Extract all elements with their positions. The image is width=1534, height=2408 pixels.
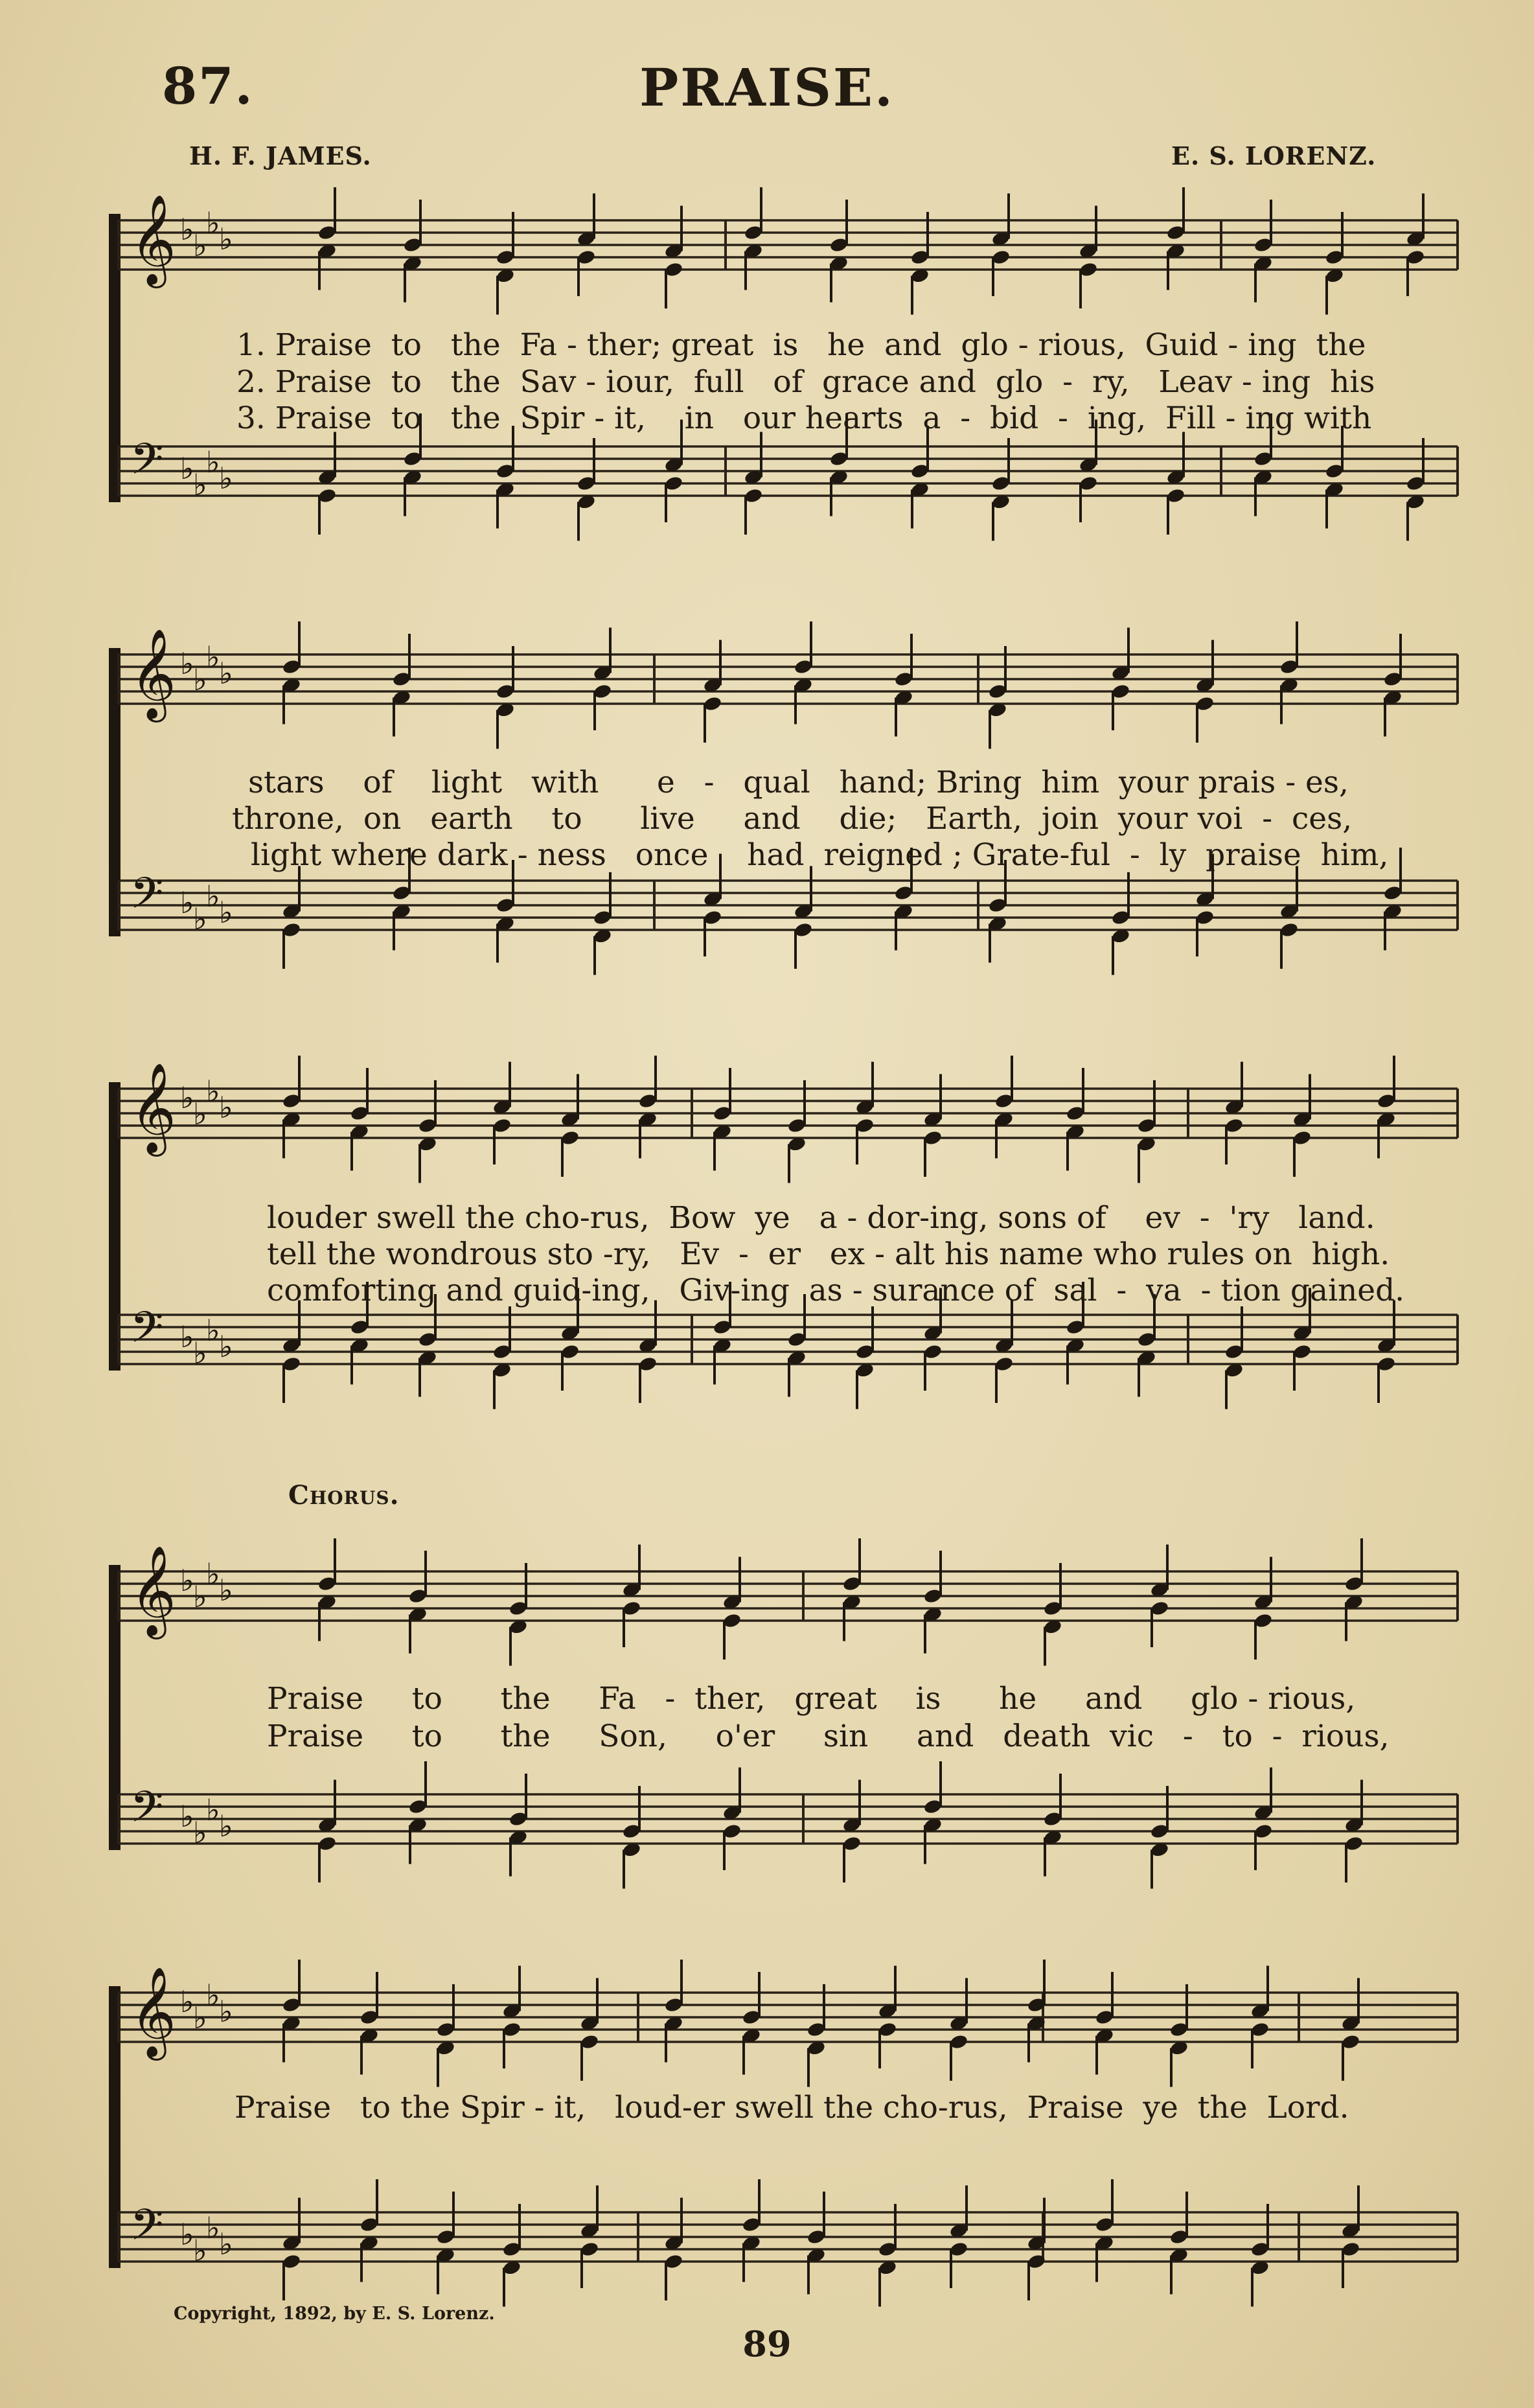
lyric-verse3-line3: comforting and guid-ing, Giv-ing as - surance of sal - va - tion gained. — [267, 1273, 1405, 1308]
flat-icon: ♭ — [219, 1090, 233, 1125]
flat-icon: ♭ — [193, 901, 207, 936]
treble-clef-icon: 𝄞 — [130, 1063, 176, 1153]
flat-icon: ♭ — [180, 451, 194, 486]
treble-clef-icon: 𝄞 — [130, 194, 176, 284]
flat-icon: ♭ — [206, 640, 220, 675]
flat-icon: ♭ — [193, 467, 207, 502]
copyright-notice: Copyright, 1892, by E. S. Lorenz. — [174, 2304, 495, 2324]
flat-icon: ♭ — [219, 2227, 233, 2262]
flat-icon: ♭ — [219, 1994, 233, 2029]
flat-icon: ♭ — [219, 1809, 233, 1844]
flat-icon: ♭ — [180, 2217, 194, 2252]
lyric-chorus-line2: Praise to the Spir - it, loud-er swell the cho-rus, Praise ye the Lord. — [235, 2090, 1349, 2125]
lyric-verse3-line2: light where dark - ness once had reigned ; Grate-ful - ly praise him, — [251, 837, 1389, 873]
lyric-chorus-line1b: Praise to the Son, o'er sin and death vic - to - rious, — [267, 1719, 1390, 1754]
flat-icon: ♭ — [180, 1984, 194, 2019]
flat-icon: ♭ — [219, 1573, 233, 1608]
flat-icon: ♭ — [219, 1329, 233, 1364]
treble-clef-icon: 𝄞 — [130, 629, 176, 719]
lyric-verse2-line3: tell the wondrous sto -ry, Ev - er ex - alt his name who rules on high. — [267, 1236, 1390, 1272]
lyric-verse2-line2: throne, on earth to live and die; Earth, join your voi - ces, — [232, 801, 1353, 837]
flat-icon: ♭ — [193, 228, 207, 263]
flat-icon: ♭ — [206, 1313, 220, 1348]
flat-icon: ♭ — [219, 222, 233, 257]
flat-icon: ♭ — [206, 1792, 220, 1827]
flat-icon: ♭ — [206, 879, 220, 914]
hymn-number: 87. — [162, 57, 254, 116]
bass-clef-icon: 𝄢 — [130, 2200, 164, 2260]
flat-icon: ♭ — [180, 212, 194, 247]
flat-icon: ♭ — [180, 1319, 194, 1354]
flat-icon: ♭ — [219, 656, 233, 691]
treble-clef-icon: 𝄞 — [130, 1546, 176, 1636]
flat-icon: ♭ — [193, 2000, 207, 2035]
flat-icon: ♭ — [193, 662, 207, 697]
flat-icon: ♭ — [219, 895, 233, 930]
flat-icon: ♭ — [193, 1815, 207, 1850]
flat-icon: ♭ — [193, 1096, 207, 1131]
bass-clef-icon: 𝄢 — [130, 1782, 164, 1842]
lyric-verse1-line3: louder swell the cho-rus, Bow ye a - dor-ing, sons of ev - 'ry land. — [267, 1200, 1375, 1236]
flat-icon: ♭ — [206, 1557, 220, 1592]
flat-icon: ♭ — [206, 1074, 220, 1109]
flat-icon: ♭ — [193, 1579, 207, 1614]
bass-clef-icon: 𝄢 — [130, 1302, 164, 1363]
composer-credit: E. S. LORENZ. — [1171, 141, 1377, 170]
flat-icon: ♭ — [180, 885, 194, 920]
flat-icon: ♭ — [180, 646, 194, 681]
flat-icon: ♭ — [180, 1799, 194, 1834]
lyric-verse1-line1: 1. Praise to the Fa - ther; great is he and glo - rious, Guid - ing the — [236, 327, 1366, 363]
flat-icon: ♭ — [180, 1080, 194, 1115]
bass-clef-icon: 𝄢 — [130, 868, 164, 929]
flat-icon: ♭ — [206, 445, 220, 480]
flat-icon: ♭ — [206, 1978, 220, 2013]
lyric-chorus-line1a: Praise to the Fa - ther, great is he and glo - rious, — [267, 1681, 1356, 1717]
flat-icon: ♭ — [206, 2210, 220, 2245]
lyric-verse2-line1: 2. Praise to the Sav - iour, full of grace and glo - ry, Leav - ing his — [236, 364, 1375, 400]
flat-icon: ♭ — [219, 461, 233, 496]
lyric-verse3-line1: 3. Praise to the Spir - it, in our hearts a - bid - ing, Fill - ing with — [236, 400, 1372, 436]
hymn-title: PRAISE. — [639, 57, 895, 118]
flat-icon: ♭ — [206, 205, 220, 240]
flat-icon: ♭ — [193, 2233, 207, 2268]
flat-icon: ♭ — [193, 1336, 207, 1371]
page-number: 89 — [742, 2323, 792, 2365]
lyric-verse1-line2: stars of light with e - qual hand; Bring him your prais - es, — [248, 765, 1349, 800]
lyricist-credit: H. F. JAMES. — [189, 141, 372, 170]
bass-clef-icon: 𝄢 — [130, 434, 164, 494]
chorus-label: Chorus. — [288, 1480, 400, 1511]
flat-icon: ♭ — [180, 1563, 194, 1598]
treble-clef-icon: 𝄞 — [130, 1967, 176, 2057]
